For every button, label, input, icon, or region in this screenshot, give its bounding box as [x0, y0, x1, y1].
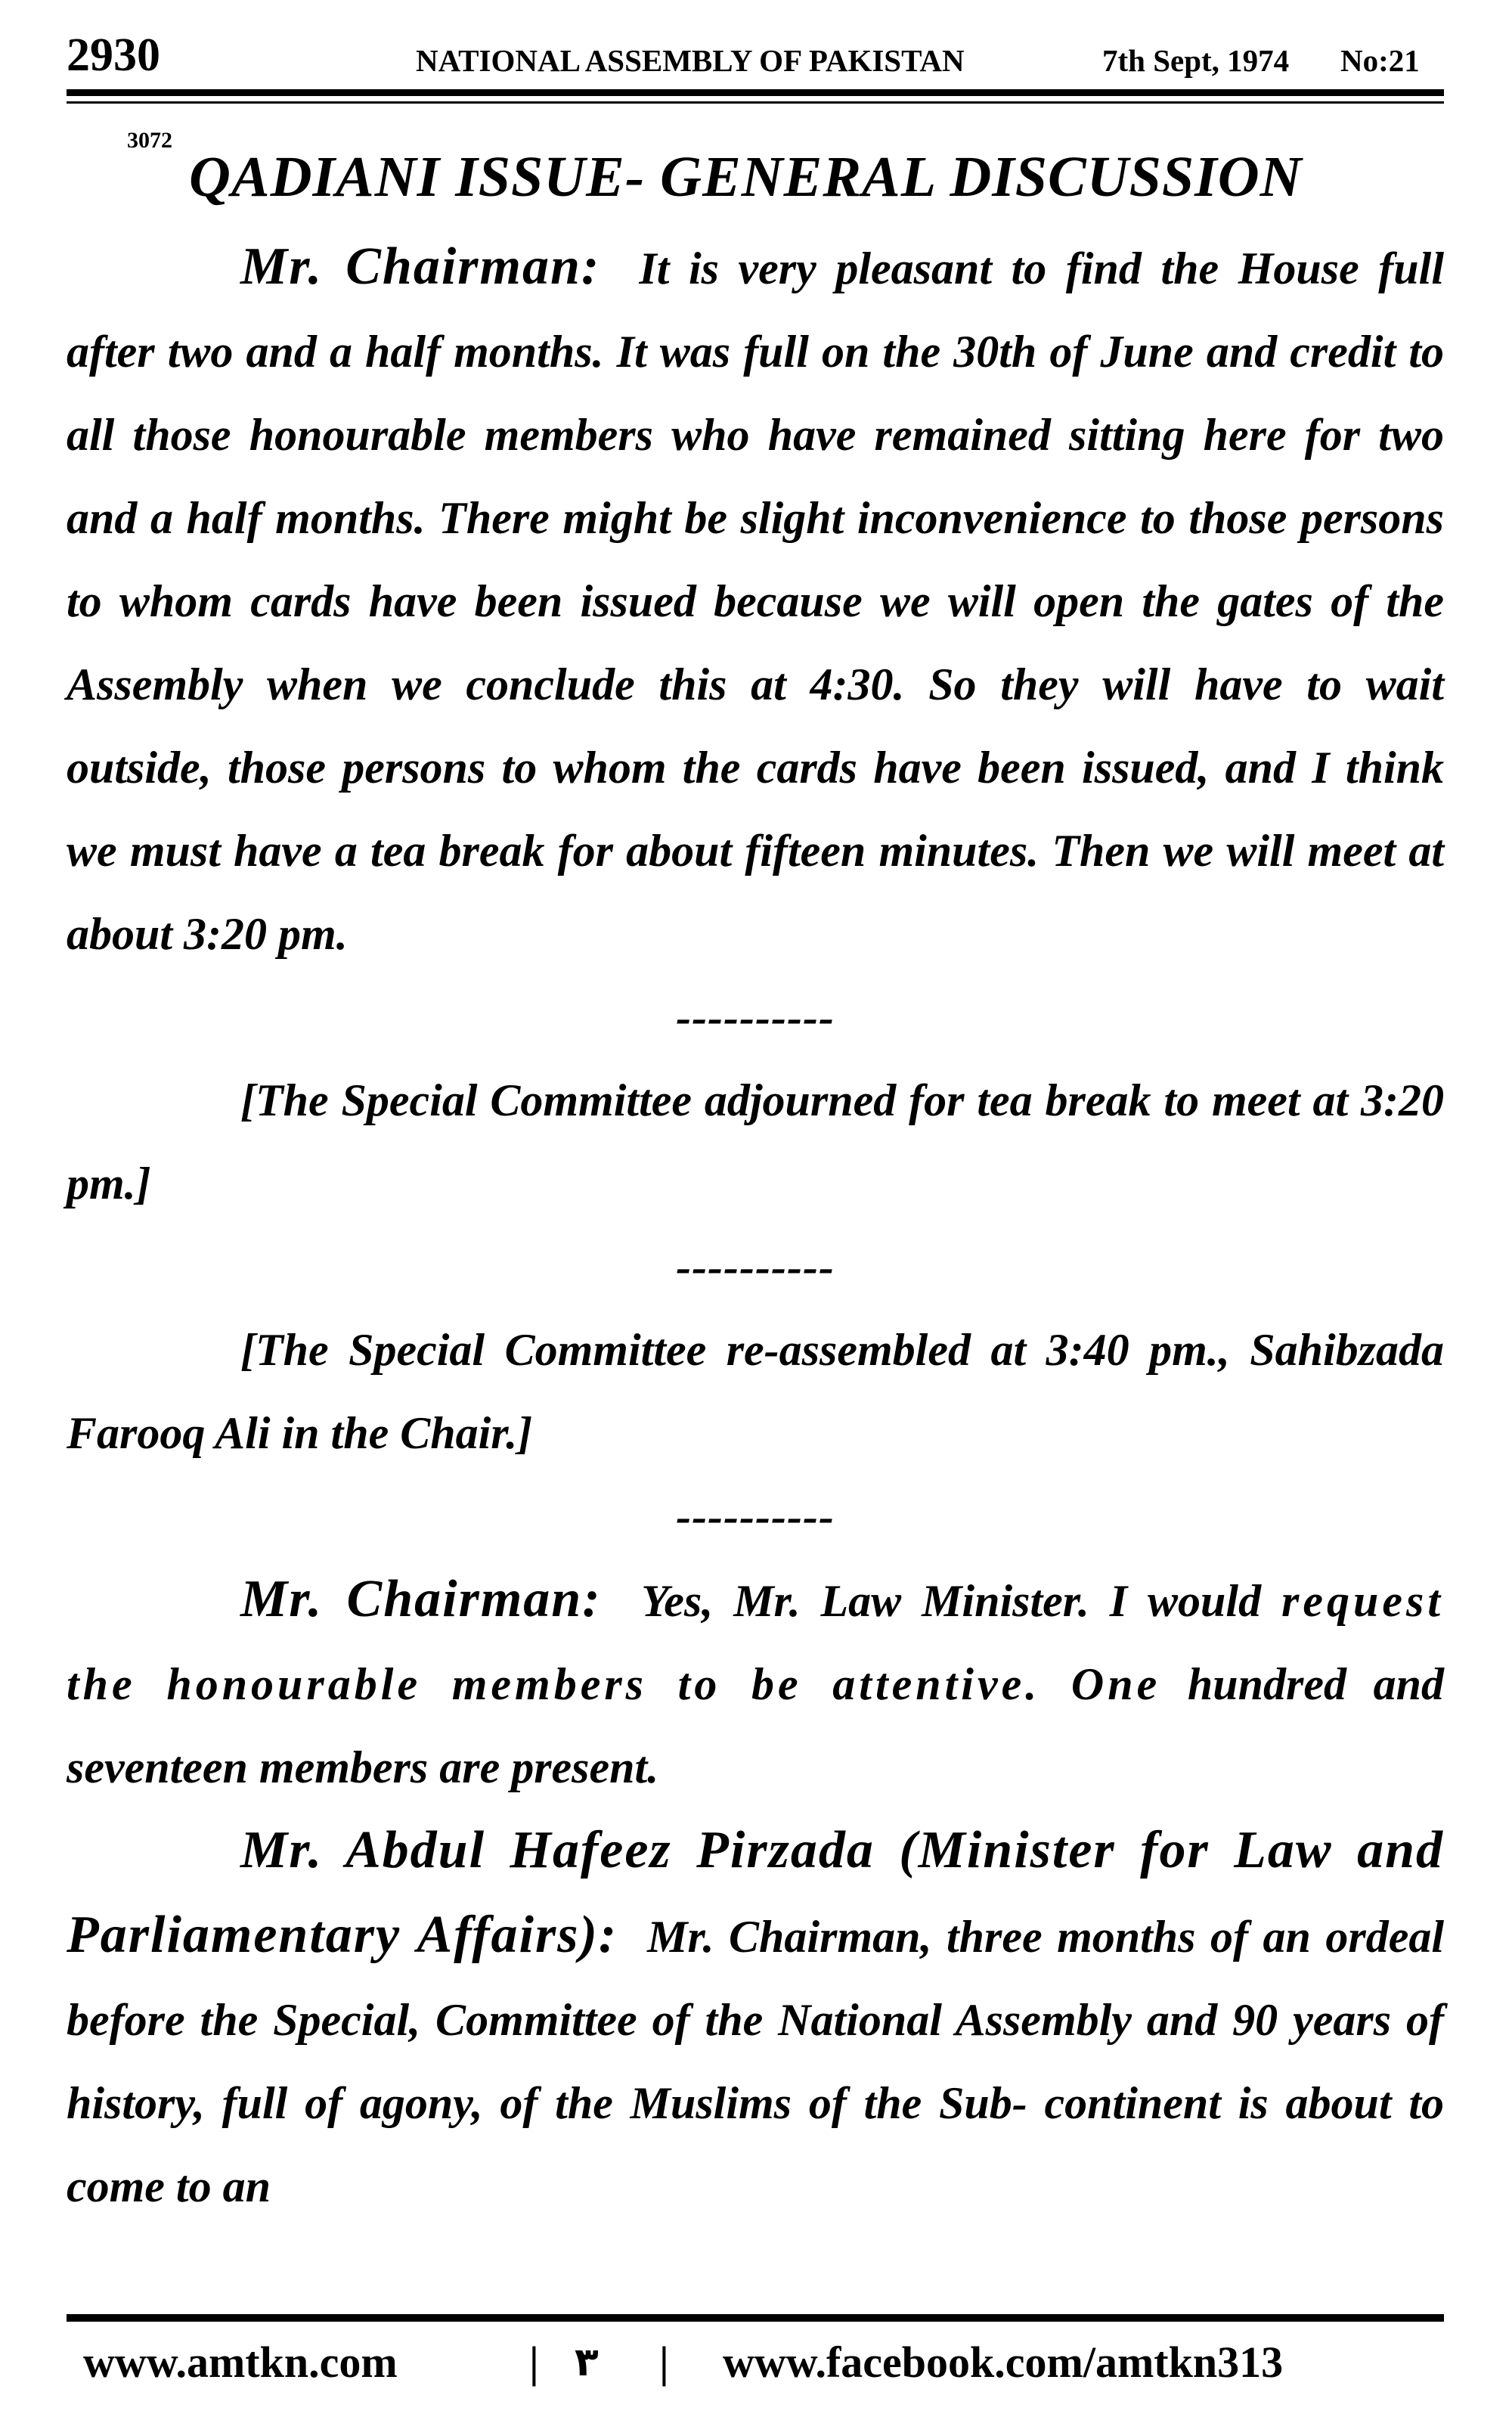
- speaker-name: Mr. Abdul Hafeez Pirzada (Minister for Law and Parliamentary Affairs):: [67, 1821, 1444, 1964]
- footer-rule: [67, 2314, 1444, 2322]
- paragraph-text: It is very pleasant to find the House full after two and a half months. It was full on the 30th of June and credit to all those honourable members who have remained sitting here for two and a half months. There might be slight inconvenience to those persons to whom cards have been issued because we will open the gates of the Assembly when we conclude this at 4:30. So they will have to wait outside, those persons to whom the cards have been issued, and I think we must have a tea break for about fifteen minutes. Then we will meet at about 3:20 pm.: [67, 244, 1445, 959]
- paragraph-text: request the honourable members to be attentive. One: [67, 1576, 1444, 1709]
- separator-dashes: ----------: [676, 992, 835, 1042]
- footer-separator: |: [529, 2338, 539, 2387]
- separator-dashes: ----------: [676, 1242, 835, 1292]
- paragraph-adjourned-note: [67, 1059, 1444, 1225]
- page-number: 2930: [67, 29, 160, 81]
- header-rule-thick: [67, 89, 1444, 96]
- paragraph-text: [The Special Committee adjourned for tea break to meet at 3:20 pm.]: [67, 1075, 1444, 1208]
- separator-dashes: ----------: [676, 1491, 835, 1541]
- paragraph-text: [The Special Committee re-assembled at 3:40 pm., Sahibzada Farooq Ali in the Chair.]: [67, 1325, 1444, 1458]
- section-title: QADIANI ISSUE- GENERAL DISCUSSION: [189, 145, 1303, 209]
- paragraph-text: Yes, Mr. Law Minister. I would: [641, 1576, 1262, 1626]
- footer-mark: ۳: [575, 2340, 599, 2385]
- paragraph-chairman-opening: [67, 225, 1444, 976]
- speaker-name: Mr. Chairman:: [240, 237, 601, 296]
- paragraph-text: Mr. Chairman, three months of an ordeal before the Special, Committee of the National Assembly and 90 years of history, full of agony, of the Muslims of the Sub- continent is about to come to an: [67, 1912, 1445, 2211]
- header-date: 7th Sept, 1974: [1102, 43, 1290, 78]
- header-rule-thin: [67, 101, 1444, 104]
- document-body: [67, 225, 1444, 2228]
- paragraph-chairman-attentive: [67, 1558, 1444, 1809]
- header-issue-number: No:21: [1340, 43, 1420, 78]
- paragraph-text: hundred and seventeen members are present.: [67, 1659, 1444, 1792]
- reference-number: 3072: [127, 128, 172, 153]
- page-header: [67, 29, 1444, 82]
- footer-facebook-link[interactable]: www.facebook.com/amtkn313: [723, 2338, 1284, 2387]
- footer-website-link[interactable]: www.amtkn.com: [83, 2338, 398, 2387]
- footer-separator: |: [659, 2338, 669, 2387]
- paragraph-reassembled-note: [67, 1308, 1444, 1475]
- paragraph-law-minister: [67, 1809, 1444, 2228]
- page-footer: [67, 2332, 1444, 2393]
- speaker-name: Mr. Chairman:: [240, 1570, 602, 1628]
- header-title: NATIONAL ASSEMBLY OF PAKISTAN: [416, 43, 965, 78]
